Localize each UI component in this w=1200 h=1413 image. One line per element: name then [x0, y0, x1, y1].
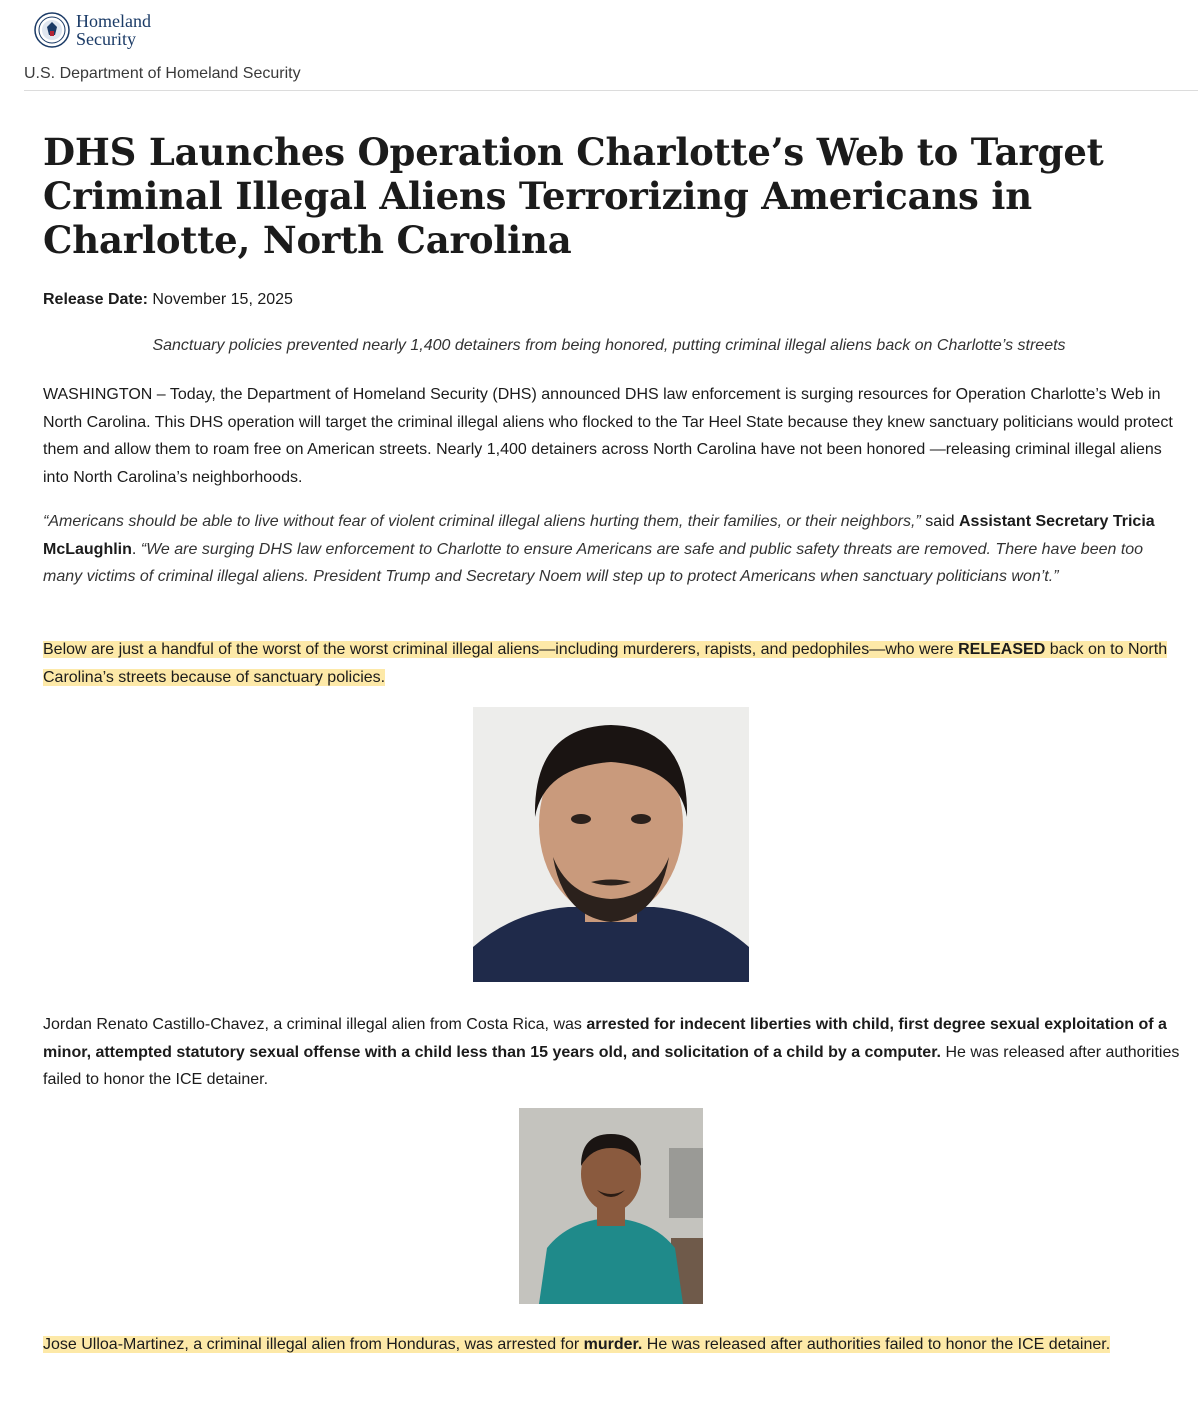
case-2-text-a: Jose Ulloa-Martinez, a criminal illegal alien from Honduras, was arrested for [43, 1336, 584, 1353]
page-title: DHS Launches Operation Charlotte’s Web to Target Criminal Illegal Aliens Terrorizing Americans in Charlotte, North Carolina [43, 130, 1104, 262]
case-1-charges: arrested for indecent liberties with child, first degree sexual exploitation of a minor, attempted statutory sexual offense with a child less than 15 years old, and solicitation of a child by a computer. [43, 1016, 1167, 1061]
case-2-paragraph [43, 1331, 1183, 1359]
highlight-released: RELEASED [958, 641, 1046, 658]
case-1-paragraph [43, 1011, 1183, 1094]
quote-period: . [131, 540, 141, 558]
logo-line-1: Homeland [76, 11, 151, 31]
quote-said: said [920, 513, 959, 530]
department-name: U.S. Department of Homeland Security [24, 65, 301, 82]
highlight-text-c: back on to North Carolina’s streets because of sanctuary policies. [43, 641, 1168, 686]
case-2-charge: murder. [583, 1336, 643, 1353]
highlighted-paragraph [43, 636, 1183, 691]
mugshot-photo-1 [473, 707, 749, 982]
quote-part-1: “Americans should be able to live without fear of violent criminal illegal aliens hurting them, their families, or their neighbors,” [43, 513, 921, 530]
article-subheading: Sanctuary policies prevented nearly 1,400 detainers from being honored, putting criminal illegal aliens back on Charlotte’s streets [152, 337, 1066, 354]
release-date-value: November 15, 2025 [152, 291, 293, 308]
quote-part-2: “We are surging DHS law enforcement to Charlotte to ensure Americans are safe and public safety threats are removed. There have been too many victims of criminal illegal aliens. President Trump and Secretary Noem will step up to protect Americans when sanctuary politicians won’t.” [43, 540, 1144, 585]
case-1-text-c: He was released after authorities failed to honor the ICE detainer. [43, 1043, 1180, 1088]
highlight-text-a: Below are just a handful of the worst of the worst criminal illegal aliens—including murderers, rapists, and pedophiles—who were [43, 641, 959, 658]
dhs-seal-icon [34, 12, 70, 48]
logo-line-2: Security [76, 29, 136, 49]
case-2-text-c: He was released after authorities failed to honor the ICE detainer. [642, 1336, 1111, 1353]
dhs-logo[interactable] [34, 12, 151, 48]
logo-wordmark [76, 12, 151, 48]
case-1-text-a: Jordan Renato Castillo-Chavez, a criminal illegal alien from Costa Rica, was [43, 1016, 587, 1033]
site-header [24, 10, 1198, 91]
release-date-label: Release Date: [43, 291, 148, 308]
intro-paragraph: WASHINGTON – Today, the Department of Homeland Security (DHS) announced DHS law enforcement is surging resources for Operation Charlotte’s Web in North Carolina. This DHS operation will target the criminal illegal aliens who flocked to the Tar Heel State because they knew sanctuary politicians would protect them and allow them to roam free on American streets. Nearly 1,400 detainers across North Carolina have not been honored —releasing criminal illegal aliens into North Carolina’s neighborhoods. [43, 386, 1173, 486]
quote-speaker: Assistant Secretary Tricia McLaughlin [43, 513, 1155, 558]
release-date [43, 291, 293, 309]
quote-paragraph [43, 508, 1183, 591]
mugshot-photo-2 [519, 1108, 703, 1304]
